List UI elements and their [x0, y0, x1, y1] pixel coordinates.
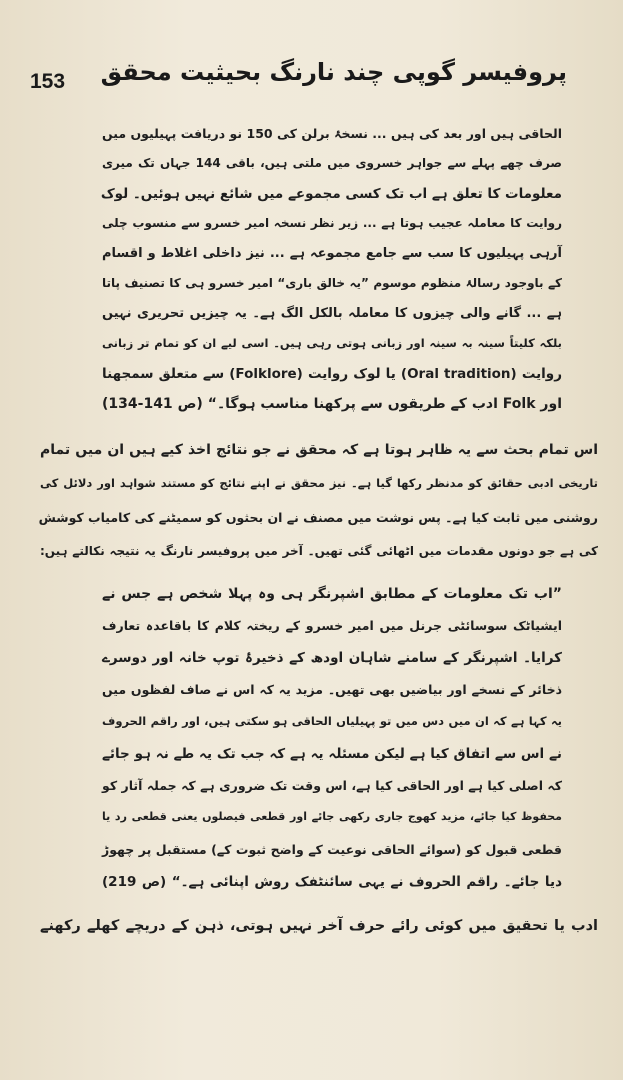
quote-line: صرف چھے پہلے سے جواہر خسروی میں ملتی ہیں، باقی 144 جہاں تک میری: [102, 156, 563, 170]
quote-line: دیا جائے۔ راقم الحروف نے یہی سائنٹفک روش اپنائی ہے۔“ (ص 219): [102, 874, 562, 890]
quote-line: روایت کا معاملہ عجیب ہوتا ہے ... زیر نظر نسخہ امیر خسرو سے منسوب چلی: [102, 216, 562, 230]
paragraph-line: روشنی میں ثابت کیا ہے۔ پس نوشت میں مصنف نے ان بحثوں کو سمیٹنے کی کامیاب کوشش: [38, 510, 598, 525]
quote-line: اور Folk ادب کے طریقوں سے پرکھنا مناسب ہوگا۔“ (ص 141-134): [102, 396, 562, 412]
paragraph-line: تاریخی ادبی حقائق کو مدنظر رکھا گیا ہے۔ نیز محقق نے اپنے نتائج کو مستند شواہد اور دلائل کی: [40, 476, 598, 490]
paragraph-line: اس تمام بحث سے یہ ظاہر ہوتا ہے کہ محقق نے جو نتائج اخذ کیے ہیں ان میں تمام: [40, 442, 598, 458]
quote-line: ”اب تک معلومات کے مطابق اشپرنگر ہی وہ پہلا شخص ہے جس نے: [102, 586, 562, 602]
quote-line: معلومات کا تعلق ہے اب تک کسی مجموعے میں شائع نہیں ہوئیں۔ لوک: [100, 186, 562, 202]
quote-line: کے باوجود رسالۂ منظوم موسوم ”یہ خالق باری“ امیر خسرو ہی کا تصنیف پاتا: [102, 276, 562, 290]
quote-line: کہ اصلی کیا ہے اور الحاقی کیا ہے، اس وقت تک ضروری ہے کہ جملہ آثار کو: [102, 778, 562, 793]
quote-line: آرہی پہیلیوں کا سب سے جامع مجموعہ ہے ... نیز داخلی اغلاط و اقسام: [102, 246, 562, 261]
quote-line: قطعی قبول کو (سوائے الحاقی نوعیت کے واضح ثبوت کے) مستقبل پر چھوڑ: [102, 842, 562, 857]
quote-line: نے اس سے اتفاق کیا ہے لیکن مسئلہ یہ ہے کہ جب تک یہ طے نہ ہو جائے: [102, 746, 562, 762]
paragraph-line: ادب یا تحقیق میں کوئی رائے حرف آخر نہیں ہوتی، ذہن کے دریچے کھلے رکھنے: [40, 918, 598, 934]
page-number: 153: [30, 70, 66, 93]
quote-line: روایت (Oral tradition) یا لوک روایت (Folklore) سے متعلق سمجھنا: [102, 366, 562, 382]
quote-line: کرایا۔ اشپرنگر کے سامنے شاہان اودھ کے ذخیرۂ توپ خانہ اور دوسرے: [102, 650, 562, 666]
quote-line: ہے ... گانے والی چیزوں کا معاملہ بالکل الگ ہے۔ یہ چیزیں تحریری نہیں: [102, 306, 562, 321]
quote-line: ذخائر کے نسخے اور بیاضیں بھی تھیں۔ مزید یہ کہ اس نے صاف لفظوں میں: [102, 682, 562, 697]
quote-line: بلکہ کلیتاً سینہ بہ سینہ اور زبانی ہوتی رہی ہیں۔ اسی لیے ان کو تمام تر زبانی: [102, 336, 562, 350]
quote-line: یہ کہا ہے کہ ان میں دس میں تو پہیلیاں الحاقی ہو سکتی ہیں، اور راقم الحروف: [102, 714, 562, 728]
quote-line: الحاقی ہیں اور بعد کی ہیں ... نسخۂ برلن کی 150 نو دریافت پہیلیوں میں: [102, 126, 562, 141]
running-title: پروفیسر گوپی چند نارنگ بحیثیت محقق: [100, 58, 567, 86]
quote-line: محفوظ کیا جائے، مزید کھوج جاری رکھی جائے اور قطعی فیصلوں یعنی قطعی رد یا: [102, 810, 562, 823]
paragraph-line: کی ہے جو دونوں مقدمات میں اٹھائی گئی تھیں۔ آخر میں پروفیسر نارنگ یہ نتیجہ نکالتے ہیں:: [40, 544, 598, 558]
quote-line: ایشیاٹک سوسائٹی جرنل میں امیر خسرو کے ریختہ کلام کا باقاعدہ تعارف: [102, 618, 562, 633]
